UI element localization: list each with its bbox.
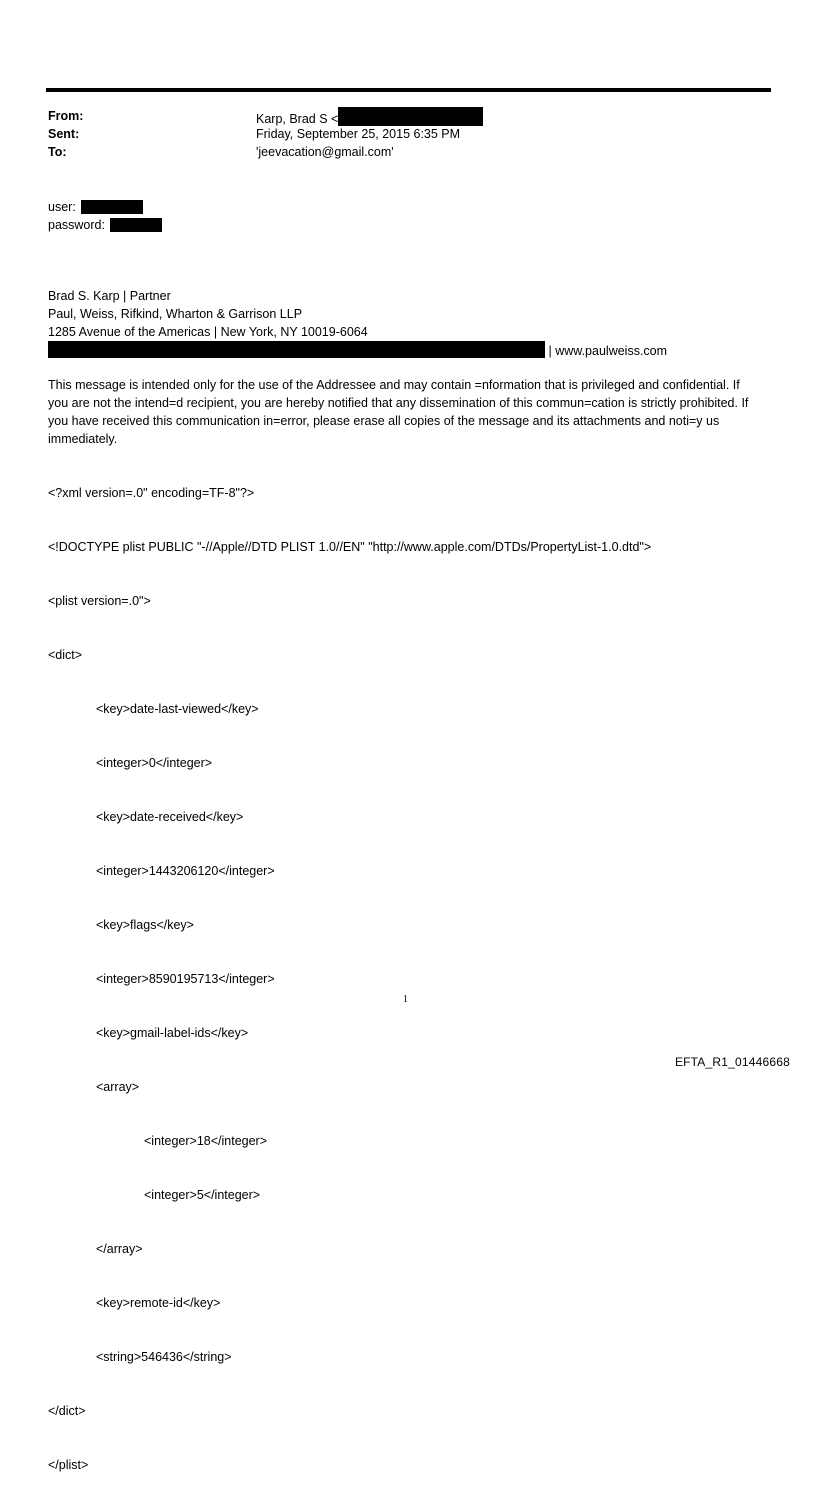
plist-line: <integer>0</integer> <box>96 756 213 770</box>
plist-line: <key>flags</key> <box>96 918 194 932</box>
plist-line: </plist> <box>48 1458 89 1472</box>
redaction-box <box>338 107 483 126</box>
password-line <box>48 216 162 234</box>
plist-line: <string>546436</string> <box>96 1350 232 1364</box>
sent-value: Friday, September 25, 2015 6:35 PM <box>256 127 461 141</box>
signature-contact <box>48 341 667 360</box>
redaction-box <box>81 200 143 214</box>
disclaimer-text: This message is intended only for the use of the Addressee and may contain =nformation that is privileged and confidential. If you are not the intend=d recipient, you are hereby notified that any dissemination of this commun=cation is strictly prohibited. If you have received this communication in=error, please erase all copies of the message and its attachments and noti=y us immediately. <box>48 378 749 446</box>
plist-line: <?xml version=.0" encoding=TF-8"?> <box>48 486 255 500</box>
user-line <box>48 198 143 216</box>
plist-line: </array> <box>96 1242 143 1256</box>
redaction-box <box>48 341 545 358</box>
user-label: user: <box>48 200 76 214</box>
from-name: Karp, Brad S < <box>256 112 339 126</box>
document-id: EFTA_R1_01446668 <box>674 1055 790 1069</box>
from-label: From: <box>48 109 84 123</box>
plist-line: <key>gmail-label-ids</key> <box>96 1026 249 1040</box>
plist-line: <key>date-last-viewed</key> <box>96 702 259 716</box>
plist-line: <integer>8590195713</integer> <box>96 972 275 986</box>
plist-line: <array> <box>96 1080 140 1094</box>
plist-block <box>48 448 651 1510</box>
to-value: 'jeevacation@gmail.com' <box>256 145 394 159</box>
to-label: To: <box>48 145 67 159</box>
plist-line: <key>remote-id</key> <box>96 1296 221 1310</box>
plist-line: <dict> <box>48 648 83 662</box>
signature-address: 1285 Avenue of the Americas | New York, NY 10019-6064 <box>48 325 368 339</box>
password-label: password: <box>48 218 105 232</box>
signature-website: | www.paulweiss.com <box>545 344 668 358</box>
plist-line: <integer>18</integer> <box>144 1134 268 1148</box>
signature-name: Brad S. Karp | Partner <box>48 289 171 303</box>
signature-firm: Paul, Weiss, Rifkind, Wharton & Garrison LLP <box>48 307 303 321</box>
redaction-box <box>110 218 162 232</box>
plist-line: <plist version=.0"> <box>48 594 151 608</box>
page-number: 1 <box>403 994 408 1005</box>
plist-line: <integer>5</integer> <box>144 1188 261 1202</box>
plist-line: </dict> <box>48 1404 86 1418</box>
sent-label: Sent: <box>48 127 80 141</box>
plist-line: <key>date-received</key> <box>96 810 244 824</box>
plist-line: <!DOCTYPE plist PUBLIC "-//Apple//DTD PLIST 1.0//EN" "http://www.apple.com/DTDs/PropertyList-1.0.dtd"> <box>48 540 652 554</box>
plist-line: <integer>1443206120</integer> <box>96 864 275 878</box>
header-rule <box>46 88 771 92</box>
